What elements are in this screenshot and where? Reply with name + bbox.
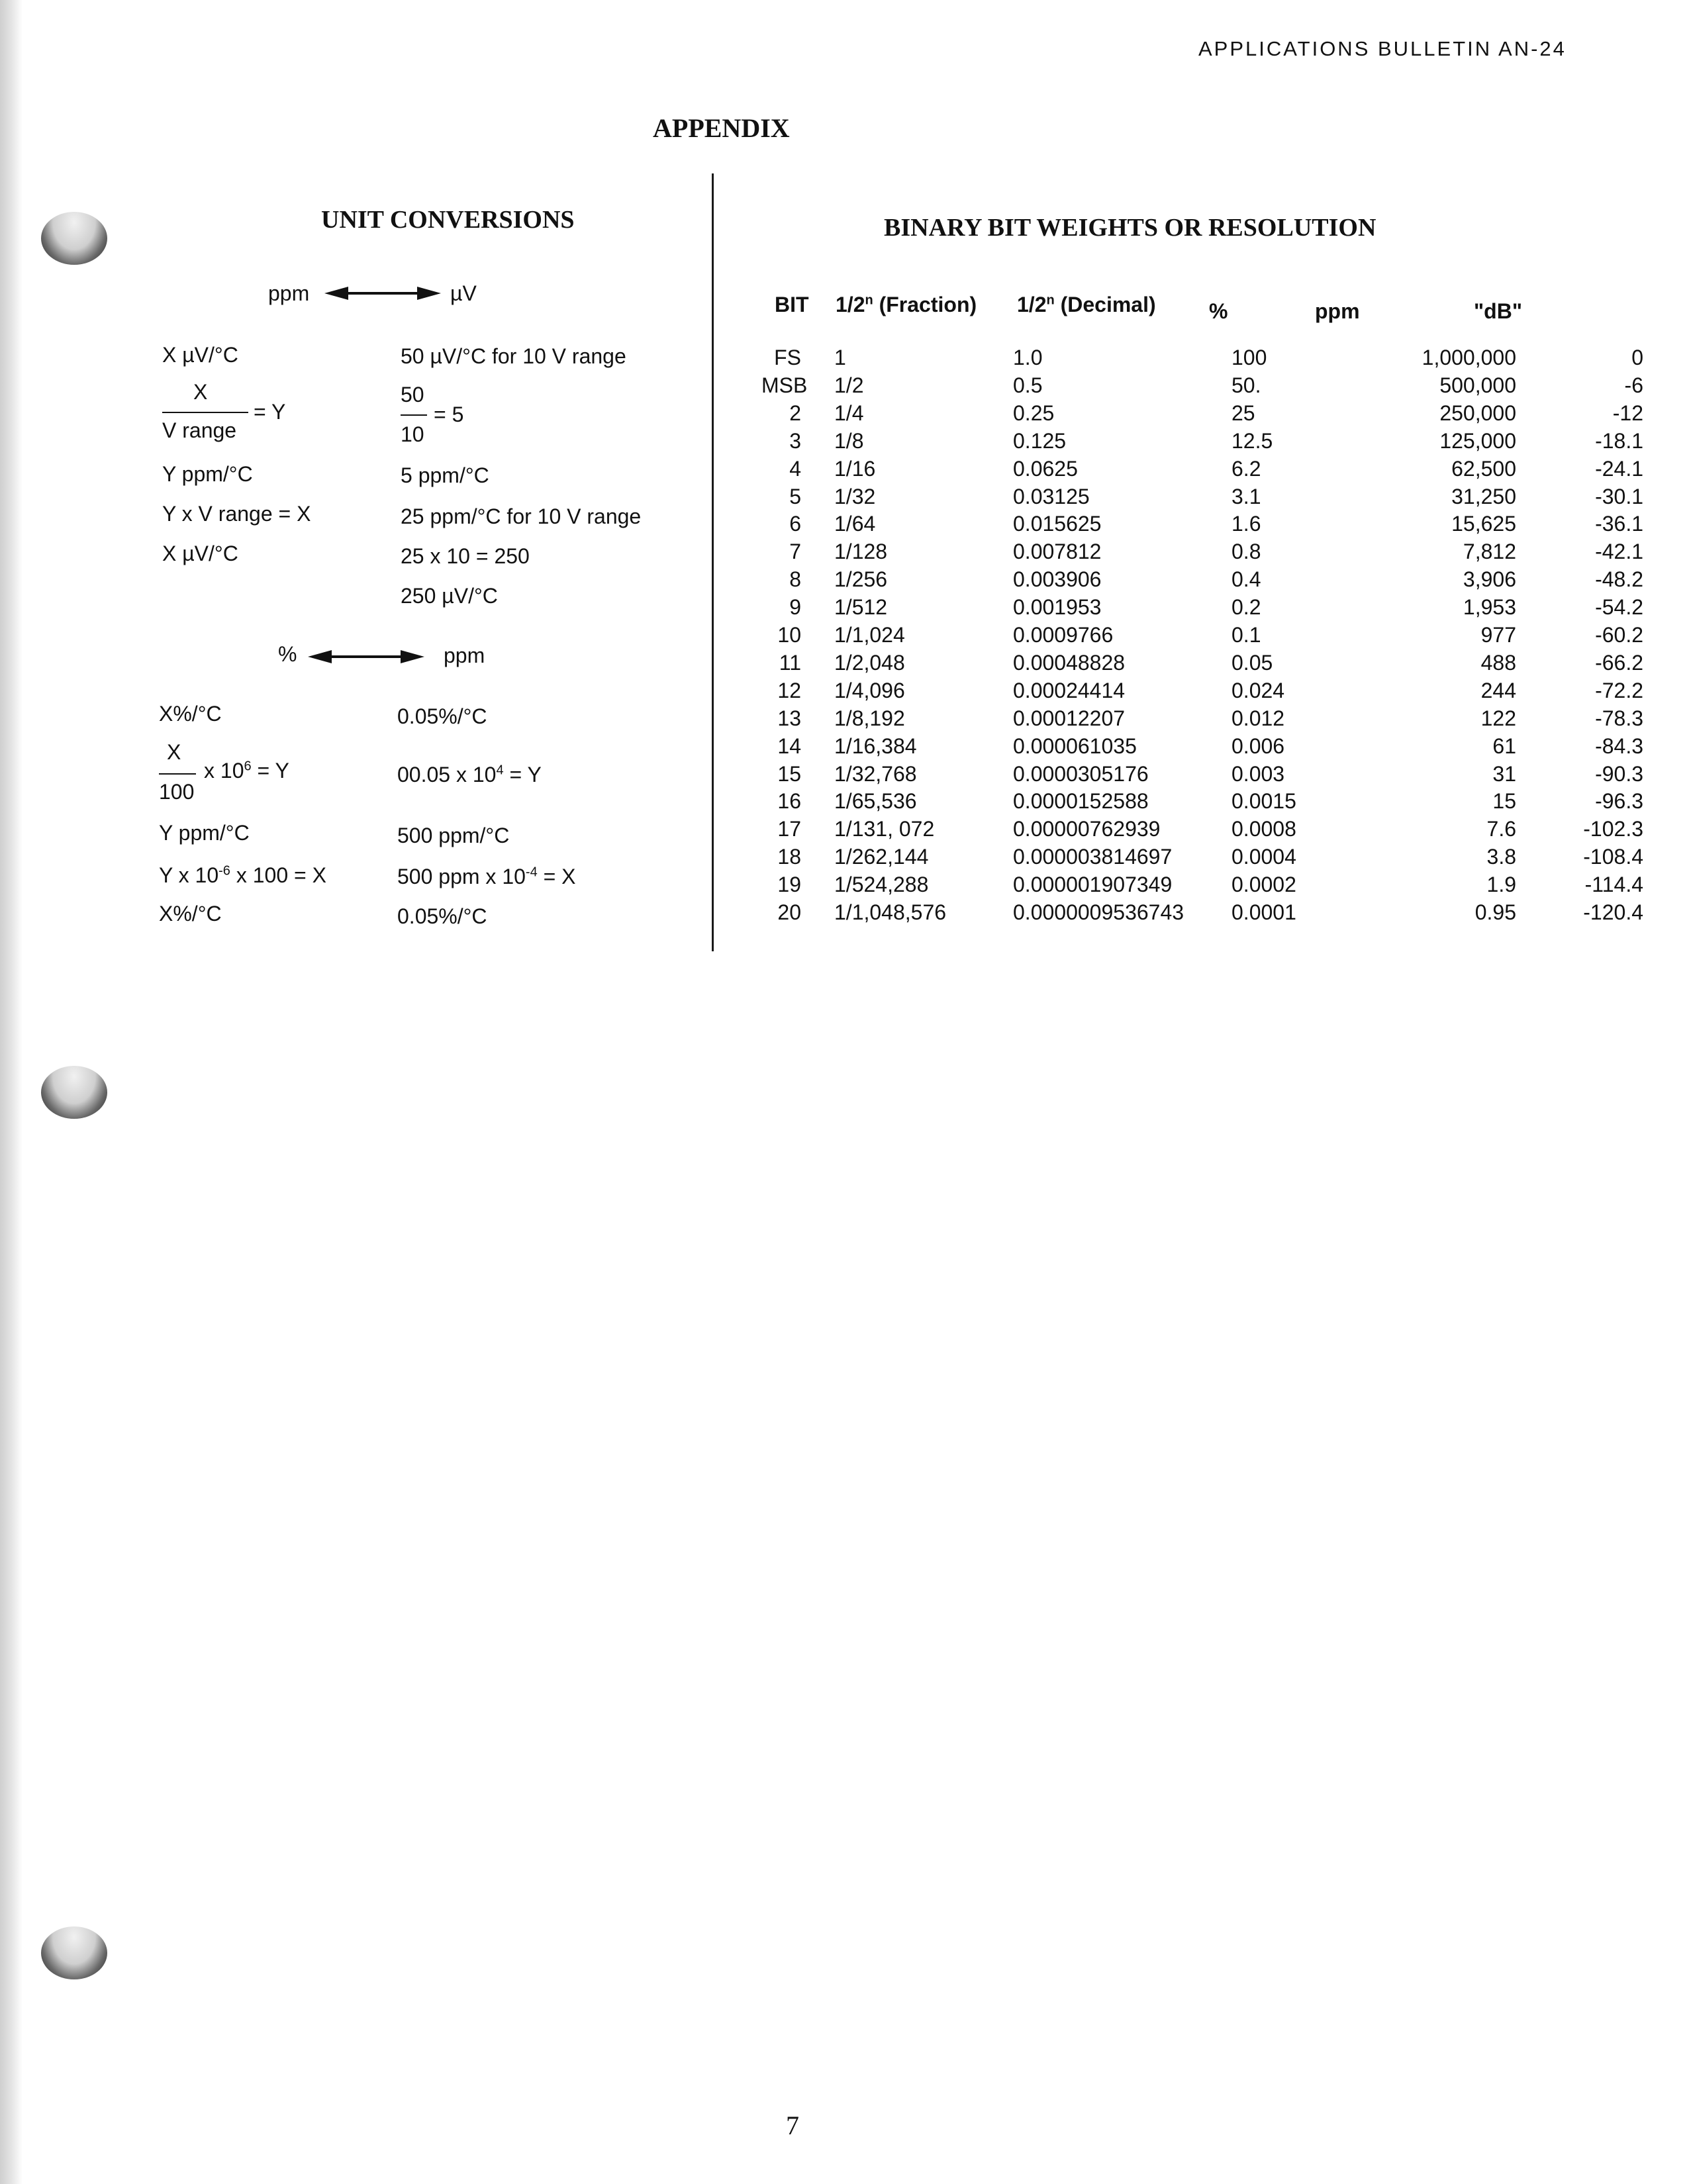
cell-bit: 4 xyxy=(789,456,801,481)
fraction-result: = 5 xyxy=(434,403,464,426)
cell-fraction: 1 xyxy=(834,346,846,369)
table-row xyxy=(761,401,1643,428)
cell-percent: 0.8 xyxy=(1231,540,1261,564)
cell-bit: 12 xyxy=(777,678,801,702)
cell-fraction: 1/128 xyxy=(834,540,888,564)
cell-db: -54.2 xyxy=(1595,595,1643,620)
cell-ppm: 61 xyxy=(1492,734,1516,758)
cell-percent: 100 xyxy=(1231,346,1267,369)
arrow1-right-label: µV xyxy=(450,281,477,305)
fraction-result: = Y xyxy=(254,400,286,424)
cell-percent: 3.1 xyxy=(1231,484,1261,508)
cell-decimal: 0.00024414 xyxy=(1013,678,1126,702)
cell-ppm: 977 xyxy=(1480,623,1516,647)
table-row xyxy=(761,873,1643,900)
cell-decimal: 0.0000152588 xyxy=(1013,789,1149,814)
fraction-numerator: 50 xyxy=(401,383,424,406)
cell-decimal: 0.0625 xyxy=(1013,456,1078,481)
table-row xyxy=(761,678,1643,706)
cell-decimal: 0.00000762939 xyxy=(1013,817,1161,841)
cell-decimal: 0.003906 xyxy=(1013,567,1102,592)
cell-bit: MSB xyxy=(761,373,808,397)
header-bit: BIT xyxy=(775,293,809,316)
cell-ppm: 15 xyxy=(1492,789,1516,814)
cell-percent: 0.05 xyxy=(1231,650,1273,675)
cell-bit: 20 xyxy=(777,900,801,924)
table-row xyxy=(761,650,1643,678)
header-decimal: 1/2$^n$ (Decimal) xyxy=(1017,293,1156,316)
cell-decimal: 0.0009766 xyxy=(1013,623,1114,647)
fraction-multiplier: x $10^6 = Y$ xyxy=(204,759,289,783)
cell-decimal: 0.000003814697 xyxy=(1013,845,1173,869)
binder-edge xyxy=(0,0,23,2184)
arrow2-right-label: ppm xyxy=(444,643,485,667)
cell-db: -102.3 xyxy=(1583,817,1643,841)
cell-ppm: 250,000 xyxy=(1439,401,1516,425)
cell-ppm: 488 xyxy=(1480,650,1516,675)
cell-ppm: 31,250 xyxy=(1451,484,1516,508)
cell-bit: 15 xyxy=(777,761,801,786)
cell-fraction: 1/524,288 xyxy=(834,873,929,897)
conv-left-line: Y ppm/°C xyxy=(162,462,253,486)
conv-right-line: 500 ppm x $10^{-4} = X$ xyxy=(397,865,576,888)
cell-bit: 17 xyxy=(777,817,801,841)
cell-ppm: 62,500 xyxy=(1451,456,1516,481)
fraction-numerator: X xyxy=(193,380,208,404)
cell-db: -30.1 xyxy=(1595,484,1643,508)
cell-ppm: 1,953 xyxy=(1463,595,1516,620)
cell-db: -24.1 xyxy=(1595,456,1643,481)
cell-decimal: 0.015625 xyxy=(1013,512,1102,536)
cell-bit: 10 xyxy=(777,623,801,647)
table-row xyxy=(761,761,1643,789)
conv-right-line: 00.05 x $10^4 = Y$ xyxy=(397,763,542,786)
table-row xyxy=(761,567,1643,594)
fraction-bar xyxy=(401,414,427,416)
cell-bit: 19 xyxy=(777,873,801,897)
cell-percent: 0.003 xyxy=(1231,761,1285,786)
cell-bit: 13 xyxy=(777,706,801,730)
cell-ppm: 1,000,000 xyxy=(1422,346,1516,369)
conv-left-line: Y x V range = X xyxy=(162,502,311,526)
cell-bit: 3 xyxy=(789,428,801,453)
cell-percent: 1.6 xyxy=(1231,512,1261,536)
table-row xyxy=(761,734,1643,761)
cell-decimal: 0.25 xyxy=(1013,401,1055,425)
cell-ppm: 3,906 xyxy=(1463,567,1516,592)
unit-conversions-title: UNIT CONVERSIONS xyxy=(321,206,575,234)
cell-fraction: 1/8,192 xyxy=(834,706,905,730)
header-ppm: ppm xyxy=(1315,299,1360,323)
cell-db: -90.3 xyxy=(1595,761,1643,786)
cell-db: -120.4 xyxy=(1583,900,1643,924)
conv-left-line: Y ppm/°C xyxy=(159,821,250,845)
cell-fraction: 1/512 xyxy=(834,595,888,620)
cell-db: -42.1 xyxy=(1595,540,1643,564)
cell-db: 0 xyxy=(1631,346,1643,369)
cell-decimal: 0.00012207 xyxy=(1013,706,1126,730)
table-row xyxy=(761,428,1643,456)
cell-percent: 0.0001 xyxy=(1231,900,1296,924)
fraction-bar xyxy=(162,412,248,413)
cell-bit: 8 xyxy=(789,567,801,592)
cell-bit: 18 xyxy=(777,845,801,869)
cell-bit: 6 xyxy=(789,512,801,536)
cell-fraction: 1/2,048 xyxy=(834,650,905,675)
table-row xyxy=(761,540,1643,567)
cell-fraction: 1/4,096 xyxy=(834,678,905,702)
cell-bit: 5 xyxy=(789,484,801,508)
cell-percent: 0.4 xyxy=(1231,567,1261,592)
cell-decimal: 0.125 xyxy=(1013,428,1067,453)
conv-left-line: Y x $10^{-6}$ x 100 = X xyxy=(159,863,326,887)
cell-db: -108.4 xyxy=(1583,845,1643,869)
cell-ppm: 15,625 xyxy=(1451,512,1516,536)
cell-ppm: 244 xyxy=(1480,678,1516,702)
table-row xyxy=(761,900,1643,927)
running-header: APPLICATIONS BULLETIN AN-24 xyxy=(1198,37,1567,60)
fraction-denominator: V range xyxy=(162,418,237,442)
page-number: 7 xyxy=(786,2111,799,2140)
table-row xyxy=(761,512,1643,539)
punch-hole-middle xyxy=(41,1066,107,1119)
cell-db: -66.2 xyxy=(1595,650,1643,675)
cell-bit: FS xyxy=(774,346,801,369)
conv-left-line: X µV/°C xyxy=(162,343,238,367)
conv-right-line: 25 ppm/°C for 10 V range xyxy=(401,504,642,528)
cell-percent: 0.0004 xyxy=(1231,845,1296,869)
cell-ppm: 1.9 xyxy=(1486,873,1516,897)
cell-bit: 2 xyxy=(789,401,801,425)
conv-right-line: 25 x 10 = 250 xyxy=(401,544,530,568)
cell-fraction: 1/65,536 xyxy=(834,789,917,814)
fraction-denominator: 10 xyxy=(401,422,424,446)
cell-percent: 0.012 xyxy=(1231,706,1285,730)
arrow2-left-label: % xyxy=(278,642,297,666)
cell-percent: 50. xyxy=(1231,373,1261,397)
cell-percent: 25 xyxy=(1231,401,1255,425)
cell-decimal: 0.000001907349 xyxy=(1013,873,1173,897)
cell-decimal: 1.0 xyxy=(1013,346,1043,369)
fraction-bar xyxy=(159,773,196,775)
cell-fraction: 1/1,048,576 xyxy=(834,900,947,924)
cell-fraction: 1/8 xyxy=(834,428,864,453)
cell-db: -72.2 xyxy=(1595,678,1643,702)
cell-bit: 16 xyxy=(777,789,801,814)
table-row xyxy=(761,373,1643,401)
fraction-numerator: X xyxy=(167,740,181,764)
cell-ppm: 7,812 xyxy=(1463,540,1516,564)
conv-right-line: 0.05%/°C xyxy=(397,904,487,928)
cell-decimal: 0.0000009536743 xyxy=(1013,900,1184,924)
punch-hole-bottom xyxy=(41,1926,107,1979)
conv-right-line: 0.05%/°C xyxy=(397,704,487,728)
cell-db: -96.3 xyxy=(1595,789,1643,814)
cell-decimal: 0.0000305176 xyxy=(1013,761,1149,786)
cell-fraction: 1/32,768 xyxy=(834,761,917,786)
cell-fraction: 1/4 xyxy=(834,401,864,425)
cell-percent: 0.2 xyxy=(1231,595,1261,620)
punch-hole-top xyxy=(41,212,107,265)
cell-decimal: 0.000061035 xyxy=(1013,734,1137,758)
cell-ppm: 3.8 xyxy=(1486,845,1516,869)
conv-right-line: 250 µV/°C xyxy=(401,584,498,608)
conv-left-line: X%/°C xyxy=(159,702,222,726)
table-row xyxy=(761,595,1643,622)
cell-ppm: 122 xyxy=(1480,706,1516,730)
table-row xyxy=(761,623,1643,650)
conv-right-line: 500 ppm/°C xyxy=(397,824,510,847)
cell-ppm: 0.95 xyxy=(1474,900,1516,924)
cell-ppm: 31 xyxy=(1492,761,1516,786)
cell-decimal: 0.00048828 xyxy=(1013,650,1126,675)
cell-fraction: 1/1,024 xyxy=(834,623,905,647)
cell-bit: 7 xyxy=(789,540,801,564)
fraction-denominator: 100 xyxy=(159,780,195,804)
table-row xyxy=(761,456,1643,484)
cell-percent: 0.0008 xyxy=(1231,817,1296,841)
cell-db: -78.3 xyxy=(1595,706,1643,730)
table-row xyxy=(761,346,1643,373)
header-fraction: 1/2$^n$ (Fraction) xyxy=(836,293,977,316)
cell-db: -12 xyxy=(1612,401,1643,425)
cell-decimal: 0.007812 xyxy=(1013,540,1102,564)
cell-db: -60.2 xyxy=(1595,623,1643,647)
cell-fraction: 1/131, 072 xyxy=(834,817,935,841)
cell-percent: 12.5 xyxy=(1231,428,1273,453)
cell-db: -6 xyxy=(1624,373,1643,397)
binary-table-title: BINARY BIT WEIGHTS OR RESOLUTION xyxy=(884,214,1376,242)
header-percent: % xyxy=(1209,299,1228,323)
table-row xyxy=(761,789,1643,816)
cell-fraction: 1/262,144 xyxy=(834,845,929,869)
table-row xyxy=(761,817,1643,844)
conv-right-line: 5 ppm/°C xyxy=(401,463,489,487)
conv-left-line: X µV/°C xyxy=(162,542,238,565)
cell-db: -36.1 xyxy=(1595,512,1643,536)
cell-fraction: 1/16 xyxy=(834,456,876,481)
cell-percent: 0.0002 xyxy=(1231,873,1296,897)
cell-fraction: 1/32 xyxy=(834,484,876,508)
conv-left-line: X%/°C xyxy=(159,902,222,926)
table-row xyxy=(761,706,1643,734)
cell-fraction: 1/2 xyxy=(834,373,864,397)
cell-db: -48.2 xyxy=(1595,567,1643,592)
cell-ppm: 7.6 xyxy=(1486,817,1516,841)
cell-percent: 0.1 xyxy=(1231,623,1261,647)
arrow1-left-label: ppm xyxy=(268,281,310,305)
cell-bit: 9 xyxy=(789,595,801,620)
cell-ppm: 125,000 xyxy=(1439,428,1516,453)
cell-fraction: 1/64 xyxy=(834,512,876,536)
cell-decimal: 0.5 xyxy=(1013,373,1043,397)
cell-ppm: 500,000 xyxy=(1439,373,1516,397)
cell-fraction: 1/256 xyxy=(834,567,888,592)
cell-bit: 14 xyxy=(777,734,801,758)
cell-db: -114.4 xyxy=(1584,873,1643,897)
cell-decimal: 0.001953 xyxy=(1013,595,1102,620)
table-row xyxy=(761,845,1643,872)
cell-decimal: 0.03125 xyxy=(1013,484,1090,508)
cell-percent: 0.0015 xyxy=(1231,789,1296,814)
cell-percent: 6.2 xyxy=(1231,456,1261,481)
conv-right-line: 50 µV/°C for 10 V range xyxy=(401,344,626,368)
table-row xyxy=(761,484,1643,512)
cell-percent: 0.024 xyxy=(1231,678,1285,702)
header-db: "dB" xyxy=(1474,299,1522,323)
page-title: APPENDIX xyxy=(653,113,790,143)
cell-bit: 11 xyxy=(779,650,801,675)
cell-db: -84.3 xyxy=(1595,734,1643,758)
cell-percent: 0.006 xyxy=(1231,734,1285,758)
cell-fraction: 1/16,384 xyxy=(834,734,917,758)
cell-db: -18.1 xyxy=(1595,428,1643,453)
column-divider xyxy=(712,173,714,951)
